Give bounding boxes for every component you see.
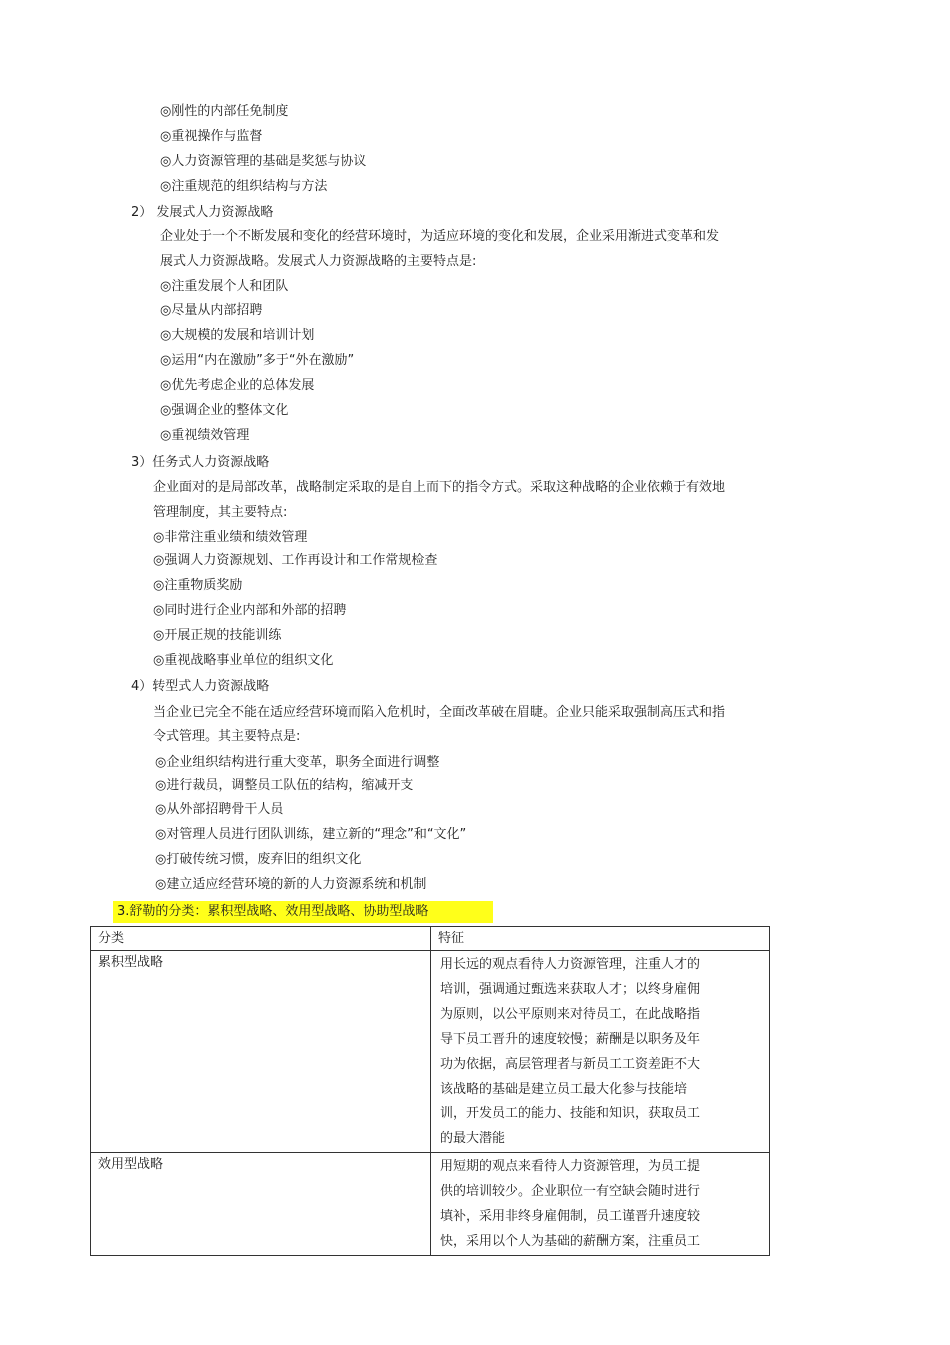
category-name: 效用型战略 [98,1157,164,1173]
section-heading: 2） 发展式人力资源战略 [131,205,274,220]
bullet-item: ◎优先考虑企业的总体发展 [160,378,315,393]
paragraph-line: 当企业已完全不能在适应经营环境而陷入危机时，全面改革破在眉睫。企业只能采取强制高压式和指 [153,705,726,720]
feature-line: 快，采用以个人为基础的薪酬方案，注重员工 [440,1233,701,1249]
feature-text [431,1153,769,1255]
bullet-item: ◎非常注重业绩和绩效管理 [153,530,308,545]
section-heading: 3）任务式人力资源战略 [131,455,270,470]
bullet-item: ◎强调人力资源规划、工作再设计和工作常规检查 [153,553,438,568]
feature-line: 的最大潜能 [440,1131,506,1147]
feature-line: 培训，强调通过甄选来获取人才；以终身雇佣 [440,981,701,997]
bullet-item: ◎开展正规的技能训练 [153,628,282,643]
bullet-item: ◎重视战略事业单位的组织文化 [153,653,334,668]
section-heading: 4）转型式人力资源战略 [131,679,270,694]
feature-line: 供的培训较少。企业职位一有空缺会随时进行 [440,1184,701,1200]
bullet-item: ◎注重发展个人和团队 [160,279,289,294]
bullet-item: ◎刚性的内部任免制度 [160,104,289,119]
feature-line: 功为依据，高层管理者与新员工工资差距不大 [440,1056,701,1072]
feature-line: 该战略的基础是建立员工最大化参与技能培 [440,1081,688,1097]
classification-title-highlight [113,901,493,923]
bullet-item: ◎重视绩效管理 [160,428,250,443]
header-feature: 特征 [438,931,465,946]
category-name: 累积型战略 [98,955,164,970]
bullet-item: ◎进行裁员，调整员工队伍的结构，缩减开支 [155,778,414,793]
feature-line: 用长远的观点看待人力资源管理，注重人才的 [440,957,701,972]
bullet-item: ◎人力资源管理的基础是奖惩与协议 [160,154,367,169]
table-cell [431,1153,770,1256]
header-category: 分类 [98,931,125,946]
feature-line: 训，开发员工的能力、技能和知识，获取员工 [440,1106,701,1122]
bullet-item: ◎运用“内在激励”多于“外在激励” [160,353,355,368]
table-header-row [91,927,770,951]
paragraph-line: 展式人力资源战略。发展式人力资源战略的主要特点是: [160,254,477,269]
table-row [91,951,770,1153]
bullet-item: ◎打破传统习惯，废弃旧的组织文化 [155,852,362,867]
bullet-item: ◎同时进行企业内部和外部的招聘 [153,603,347,618]
classification-table [90,926,770,1256]
bullet-item: ◎重视操作与监督 [160,129,263,144]
bullet-item: ◎注重物质奖励 [153,578,243,593]
table-row [91,1153,770,1256]
paragraph-line: 企业面对的是局部改革，战略制定采取的是自上而下的指令方式。采取这种战略的企业依赖于有效地 [153,480,726,495]
bullet-item: ◎企业组织结构进行重大变革，职务全面进行调整 [155,755,440,770]
bullet-item: ◎注重规范的组织结构与方法 [160,179,328,194]
bullet-item: ◎大规模的发展和培训计划 [160,328,315,343]
feature-line: 导下员工晋升的速度较慢；薪酬是以职务及年 [440,1031,701,1047]
table-header-cell [431,927,770,951]
bullet-item: ◎尽量从内部招聘 [160,303,263,318]
table-header-cell [91,927,431,951]
feature-line: 为原则，以公平原则来对待员工，在此战略指 [440,1006,701,1022]
table-cell [431,951,770,1153]
feature-line: 用短期的观点来看待人力资源管理，为员工提 [440,1159,701,1175]
table-cell [91,1153,431,1256]
paragraph-line: 企业处于一个不断发展和变化的经营环境时，为适应环境的变化和发展，企业采用渐进式变革和发 [160,229,720,244]
bullet-item: ◎从外部招聘骨干人员 [155,802,284,817]
classification-title: 3.舒勒的分类：累积型战略、效用型战略、协助型战略 [117,904,429,919]
table-cell [91,951,431,1153]
paragraph-line: 令式管理。其主要特点是: [153,729,301,744]
bullet-item: ◎建立适应经营环境的新的人力资源系统和机制 [155,877,427,892]
bullet-item: ◎对管理人员进行团队训练，建立新的“理念”和“文化” [155,827,467,842]
feature-line: 填补，采用非终身雇佣制，员工谨晋升速度较 [440,1209,701,1225]
paragraph-line: 管理制度，其主要特点: [153,505,288,520]
bullet-item: ◎强调企业的整体文化 [160,403,289,418]
feature-text [431,951,769,1152]
